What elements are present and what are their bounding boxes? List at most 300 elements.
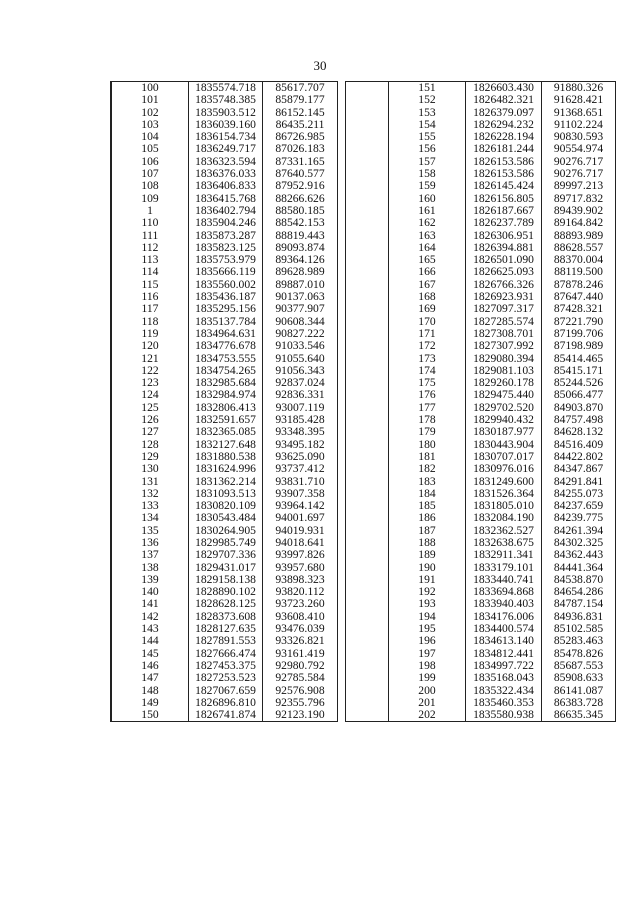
y-coordinate-cell: 93820.112	[263, 586, 338, 598]
y-coordinate-cell: 87878.246	[542, 279, 616, 291]
table-row	[111, 168, 338, 180]
point-number-cell: 101	[112, 94, 189, 106]
table-row	[346, 119, 616, 131]
page-number: 30	[313, 58, 327, 73]
y-coordinate-cell: 93964.142	[263, 500, 338, 512]
x-coordinate-cell: 1831624.996	[189, 463, 263, 475]
point-number-cell: 191	[389, 574, 466, 586]
point-number-cell: 178	[389, 414, 466, 426]
blank-cell	[346, 697, 389, 709]
blank-cell	[346, 168, 389, 180]
x-coordinate-cell: 1831362.214	[189, 476, 263, 488]
point-number-cell: 202	[389, 709, 466, 722]
x-coordinate-cell: 1835580.938	[466, 709, 542, 722]
y-coordinate-cell: 91056.343	[263, 365, 338, 377]
point-number-cell: 196	[389, 635, 466, 647]
table-row	[346, 598, 616, 610]
x-coordinate-cell: 1836039.160	[189, 119, 263, 131]
x-coordinate-cell: 1826156.805	[466, 193, 542, 205]
x-coordinate-cell: 1830264.905	[189, 525, 263, 537]
table-row	[346, 266, 616, 278]
x-coordinate-cell: 1826394.881	[466, 242, 542, 254]
point-number-cell: 125	[112, 402, 189, 414]
y-coordinate-cell: 92355.796	[263, 697, 338, 709]
y-coordinate-cell: 84237.659	[542, 500, 616, 512]
point-number-cell: 131	[112, 476, 189, 488]
table-row	[346, 94, 616, 106]
point-number-cell: 194	[389, 611, 466, 623]
y-coordinate-cell: 84538.870	[542, 574, 616, 586]
point-number-cell: 163	[389, 230, 466, 242]
point-number-cell: 142	[112, 611, 189, 623]
blank-cell	[346, 451, 389, 463]
table-row	[346, 193, 616, 205]
table-row	[346, 168, 616, 180]
point-number-cell: 111	[112, 230, 189, 242]
table-row	[346, 611, 616, 623]
point-number-cell: 120	[112, 340, 189, 352]
point-number-cell: 102	[112, 107, 189, 119]
x-coordinate-cell: 1830443.904	[466, 439, 542, 451]
y-coordinate-cell: 85478.826	[542, 648, 616, 660]
point-number-cell: 137	[112, 549, 189, 561]
point-number-cell: 148	[112, 685, 189, 697]
blank-cell	[346, 242, 389, 254]
blank-cell	[346, 635, 389, 647]
y-coordinate-cell: 84347.867	[542, 463, 616, 475]
x-coordinate-cell: 1836249.717	[189, 143, 263, 155]
point-number-cell: 146	[112, 660, 189, 672]
table-row	[111, 180, 338, 192]
table-row	[346, 291, 616, 303]
point-number-cell: 179	[389, 426, 466, 438]
blank-cell	[346, 303, 389, 315]
x-coordinate-cell: 1826228.194	[466, 131, 542, 143]
table-row	[346, 340, 616, 352]
x-coordinate-cell: 1833940.403	[466, 598, 542, 610]
x-coordinate-cell: 1830187.977	[466, 426, 542, 438]
point-number-cell: 195	[389, 623, 466, 635]
y-coordinate-cell: 89439.902	[542, 205, 616, 217]
table-row	[346, 463, 616, 475]
point-number-cell: 110	[112, 217, 189, 229]
table-row	[111, 537, 338, 549]
table-row	[111, 586, 338, 598]
blank-cell	[346, 205, 389, 217]
table-row	[346, 500, 616, 512]
table-row	[346, 562, 616, 574]
table-row	[346, 316, 616, 328]
y-coordinate-cell: 85687.553	[542, 660, 616, 672]
table-row	[346, 107, 616, 119]
table-row	[346, 549, 616, 561]
y-coordinate-cell: 90827.222	[263, 328, 338, 340]
table-row	[111, 562, 338, 574]
point-number-cell: 158	[389, 168, 466, 180]
y-coordinate-cell: 86726.985	[263, 131, 338, 143]
y-coordinate-cell: 84422.802	[542, 451, 616, 463]
x-coordinate-cell: 1835322.434	[466, 685, 542, 697]
y-coordinate-cell: 91368.651	[542, 107, 616, 119]
y-coordinate-cell: 86383.728	[542, 697, 616, 709]
x-coordinate-cell: 1835574.718	[189, 82, 263, 95]
point-number-cell: 143	[112, 623, 189, 635]
x-coordinate-cell: 1836376.033	[189, 168, 263, 180]
point-number-cell: 139	[112, 574, 189, 586]
table-row	[346, 586, 616, 598]
x-coordinate-cell: 1833179.101	[466, 562, 542, 574]
y-coordinate-cell: 85102.585	[542, 623, 616, 635]
table-row	[346, 537, 616, 549]
table-row	[111, 303, 338, 315]
blank-cell	[346, 426, 389, 438]
point-number-cell: 185	[389, 500, 466, 512]
y-coordinate-cell: 88893.989	[542, 230, 616, 242]
y-coordinate-cell: 84516.409	[542, 439, 616, 451]
y-coordinate-cell: 91628.421	[542, 94, 616, 106]
y-coordinate-cell: 87952.916	[263, 180, 338, 192]
table-row	[111, 672, 338, 684]
blank-cell	[346, 672, 389, 684]
point-number-cell: 118	[112, 316, 189, 328]
x-coordinate-cell: 1831093.513	[189, 488, 263, 500]
blank-cell	[346, 512, 389, 524]
point-number-cell: 181	[389, 451, 466, 463]
x-coordinate-cell: 1836406.833	[189, 180, 263, 192]
table-row	[111, 402, 338, 414]
y-coordinate-cell: 93898.323	[263, 574, 338, 586]
blank-cell	[346, 217, 389, 229]
point-number-cell: 155	[389, 131, 466, 143]
y-coordinate-cell: 85414.465	[542, 353, 616, 365]
point-number-cell: 100	[112, 82, 189, 95]
y-coordinate-cell: 85244.526	[542, 377, 616, 389]
x-coordinate-cell: 1826181.244	[466, 143, 542, 155]
point-number-cell: 140	[112, 586, 189, 598]
table-row	[111, 623, 338, 635]
blank-cell	[346, 365, 389, 377]
y-coordinate-cell: 87331.165	[263, 156, 338, 168]
x-coordinate-cell: 1835753.979	[189, 254, 263, 266]
y-coordinate-cell: 93723.260	[263, 598, 338, 610]
table-row	[111, 205, 338, 217]
point-number-cell: 171	[389, 328, 466, 340]
y-coordinate-cell: 92785.584	[263, 672, 338, 684]
blank-cell	[346, 598, 389, 610]
table-row	[111, 697, 338, 709]
table-row	[111, 143, 338, 155]
point-number-cell: 173	[389, 353, 466, 365]
table-row	[111, 365, 338, 377]
table-row	[111, 82, 338, 95]
x-coordinate-cell: 1826187.667	[466, 205, 542, 217]
y-coordinate-cell: 84628.132	[542, 426, 616, 438]
table-row	[346, 82, 616, 95]
x-coordinate-cell: 1835873.287	[189, 230, 263, 242]
y-coordinate-cell: 84261.394	[542, 525, 616, 537]
point-number-cell: 145	[112, 648, 189, 660]
x-coordinate-cell: 1829260.178	[466, 377, 542, 389]
x-coordinate-cell: 1826379.097	[466, 107, 542, 119]
table-row	[346, 648, 616, 660]
table-row	[111, 107, 338, 119]
blank-cell	[346, 230, 389, 242]
y-coordinate-cell: 85283.463	[542, 635, 616, 647]
table-row	[346, 230, 616, 242]
y-coordinate-cell: 87221.790	[542, 316, 616, 328]
x-coordinate-cell: 1829475.440	[466, 389, 542, 401]
table-row	[346, 512, 616, 524]
point-number-cell: 164	[389, 242, 466, 254]
point-number-cell: 103	[112, 119, 189, 131]
x-coordinate-cell: 1831526.364	[466, 488, 542, 500]
x-coordinate-cell: 1829707.336	[189, 549, 263, 561]
point-number-cell: 153	[389, 107, 466, 119]
point-number-cell: 162	[389, 217, 466, 229]
point-number-cell: 135	[112, 525, 189, 537]
y-coordinate-cell: 87199.706	[542, 328, 616, 340]
point-number-cell: 1	[112, 205, 189, 217]
y-coordinate-cell: 90830.593	[542, 131, 616, 143]
table-row	[346, 685, 616, 697]
table-row	[346, 303, 616, 315]
x-coordinate-cell: 1829081.103	[466, 365, 542, 377]
point-number-cell: 141	[112, 598, 189, 610]
table-row	[111, 611, 338, 623]
table-row	[346, 402, 616, 414]
table-row	[111, 389, 338, 401]
point-number-cell: 172	[389, 340, 466, 352]
point-number-cell: 165	[389, 254, 466, 266]
table-row	[111, 463, 338, 475]
point-number-cell: 152	[389, 94, 466, 106]
table-row	[346, 328, 616, 340]
blank-cell	[346, 291, 389, 303]
y-coordinate-cell: 90554.974	[542, 143, 616, 155]
table-row	[111, 635, 338, 647]
table-row	[346, 143, 616, 155]
y-coordinate-cell: 93625.090	[263, 451, 338, 463]
point-number-cell: 136	[112, 537, 189, 549]
point-number-cell: 133	[112, 500, 189, 512]
x-coordinate-cell: 1832365.085	[189, 426, 263, 438]
point-number-cell: 193	[389, 598, 466, 610]
blank-cell	[346, 316, 389, 328]
blank-cell	[346, 254, 389, 266]
y-coordinate-cell: 91880.326	[542, 82, 616, 95]
x-coordinate-cell: 1835748.385	[189, 94, 263, 106]
point-number-cell: 186	[389, 512, 466, 524]
blank-cell	[346, 586, 389, 598]
point-number-cell: 167	[389, 279, 466, 291]
table-row	[111, 328, 338, 340]
point-number-cell: 169	[389, 303, 466, 315]
y-coordinate-cell: 93348.395	[263, 426, 338, 438]
blank-cell	[346, 377, 389, 389]
x-coordinate-cell: 1829158.138	[189, 574, 263, 586]
point-number-cell: 113	[112, 254, 189, 266]
y-coordinate-cell: 93326.821	[263, 635, 338, 647]
x-coordinate-cell: 1835460.353	[466, 697, 542, 709]
x-coordinate-cell: 1827891.553	[189, 635, 263, 647]
point-number-cell: 184	[389, 488, 466, 500]
blank-cell	[346, 389, 389, 401]
point-number-cell: 117	[112, 303, 189, 315]
point-number-cell: 189	[389, 549, 466, 561]
table-row	[346, 426, 616, 438]
point-number-cell: 183	[389, 476, 466, 488]
point-number-cell: 168	[389, 291, 466, 303]
blank-cell	[346, 611, 389, 623]
point-number-cell: 112	[112, 242, 189, 254]
x-coordinate-cell: 1827253.523	[189, 672, 263, 684]
point-number-cell: 122	[112, 365, 189, 377]
y-coordinate-cell: 84787.154	[542, 598, 616, 610]
y-coordinate-cell: 94001.697	[263, 512, 338, 524]
y-coordinate-cell: 87640.577	[263, 168, 338, 180]
table-row	[346, 697, 616, 709]
y-coordinate-cell: 89364.126	[263, 254, 338, 266]
x-coordinate-cell: 1829985.749	[189, 537, 263, 549]
y-coordinate-cell: 86435.211	[263, 119, 338, 131]
table-row	[346, 242, 616, 254]
x-coordinate-cell: 1836415.768	[189, 193, 263, 205]
point-number-cell: 114	[112, 266, 189, 278]
point-number-cell: 126	[112, 414, 189, 426]
y-coordinate-cell: 86152.145	[263, 107, 338, 119]
x-coordinate-cell: 1835823.125	[189, 242, 263, 254]
table-row	[111, 340, 338, 352]
table-row	[346, 525, 616, 537]
y-coordinate-cell: 89717.832	[542, 193, 616, 205]
table-row	[111, 525, 338, 537]
point-number-cell: 116	[112, 291, 189, 303]
x-coordinate-cell: 1835666.119	[189, 266, 263, 278]
point-number-cell: 157	[389, 156, 466, 168]
table-row	[111, 217, 338, 229]
x-coordinate-cell: 1827307.992	[466, 340, 542, 352]
y-coordinate-cell: 94019.931	[263, 525, 338, 537]
point-number-cell: 109	[112, 193, 189, 205]
y-coordinate-cell: 90276.717	[542, 156, 616, 168]
x-coordinate-cell: 1835168.043	[466, 672, 542, 684]
y-coordinate-cell: 88119.500	[542, 266, 616, 278]
blank-cell	[346, 463, 389, 475]
x-coordinate-cell: 1831805.010	[466, 500, 542, 512]
y-coordinate-cell: 85617.707	[263, 82, 338, 95]
x-coordinate-cell: 1828127.635	[189, 623, 263, 635]
table-row	[111, 549, 338, 561]
x-coordinate-cell: 1826237.789	[466, 217, 542, 229]
x-coordinate-cell: 1828373.608	[189, 611, 263, 623]
y-coordinate-cell: 84936.831	[542, 611, 616, 623]
x-coordinate-cell: 1829080.394	[466, 353, 542, 365]
point-number-cell: 159	[389, 180, 466, 192]
table-row	[346, 205, 616, 217]
point-number-cell: 199	[389, 672, 466, 684]
y-coordinate-cell: 86635.345	[542, 709, 616, 722]
y-coordinate-cell: 87647.440	[542, 291, 616, 303]
point-number-cell: 115	[112, 279, 189, 291]
blank-cell	[346, 500, 389, 512]
table-row	[346, 574, 616, 586]
x-coordinate-cell: 1827097.317	[466, 303, 542, 315]
blank-cell	[346, 574, 389, 586]
table-row	[346, 353, 616, 365]
table-row	[346, 623, 616, 635]
blank-cell	[346, 131, 389, 143]
blank-cell	[346, 156, 389, 168]
y-coordinate-cell: 93185.428	[263, 414, 338, 426]
table-row	[346, 377, 616, 389]
x-coordinate-cell: 1835904.246	[189, 217, 263, 229]
table-row	[111, 279, 338, 291]
y-coordinate-cell: 93476.039	[263, 623, 338, 635]
x-coordinate-cell: 1827666.474	[189, 648, 263, 660]
table-row	[111, 131, 338, 143]
point-number-cell: 166	[389, 266, 466, 278]
point-number-cell: 187	[389, 525, 466, 537]
blank-cell	[346, 549, 389, 561]
table-row	[111, 242, 338, 254]
x-coordinate-cell: 1826603.430	[466, 82, 542, 95]
x-coordinate-cell: 1835295.156	[189, 303, 263, 315]
table-row	[346, 180, 616, 192]
table-row	[346, 131, 616, 143]
y-coordinate-cell: 92836.331	[263, 389, 338, 401]
coordinates-table-right	[345, 81, 616, 722]
y-coordinate-cell: 91055.640	[263, 353, 338, 365]
y-coordinate-cell: 91102.224	[542, 119, 616, 131]
point-number-cell: 180	[389, 439, 466, 451]
x-coordinate-cell: 1834400.574	[466, 623, 542, 635]
y-coordinate-cell: 93831.710	[263, 476, 338, 488]
point-number-cell: 106	[112, 156, 189, 168]
blank-cell	[346, 439, 389, 451]
y-coordinate-cell: 93495.182	[263, 439, 338, 451]
point-number-cell: 119	[112, 328, 189, 340]
point-number-cell: 177	[389, 402, 466, 414]
y-coordinate-cell: 84757.498	[542, 414, 616, 426]
table-row	[346, 217, 616, 229]
point-number-cell: 201	[389, 697, 466, 709]
y-coordinate-cell: 88542.153	[263, 217, 338, 229]
x-coordinate-cell: 1832638.675	[466, 537, 542, 549]
table-row	[111, 574, 338, 586]
y-coordinate-cell: 84302.325	[542, 537, 616, 549]
x-coordinate-cell: 1834754.265	[189, 365, 263, 377]
y-coordinate-cell: 92980.792	[263, 660, 338, 672]
y-coordinate-cell: 93007.119	[263, 402, 338, 414]
y-coordinate-cell: 84441.364	[542, 562, 616, 574]
x-coordinate-cell: 1830976.016	[466, 463, 542, 475]
x-coordinate-cell: 1834753.555	[189, 353, 263, 365]
y-coordinate-cell: 87026.183	[263, 143, 338, 155]
point-number-cell: 107	[112, 168, 189, 180]
x-coordinate-cell: 1834613.140	[466, 635, 542, 647]
y-coordinate-cell: 84903.870	[542, 402, 616, 414]
blank-cell	[346, 107, 389, 119]
x-coordinate-cell: 1830820.109	[189, 500, 263, 512]
x-coordinate-cell: 1833440.741	[466, 574, 542, 586]
table-row	[346, 365, 616, 377]
x-coordinate-cell: 1830543.484	[189, 512, 263, 524]
y-coordinate-cell: 91033.546	[263, 340, 338, 352]
blank-cell	[346, 660, 389, 672]
y-coordinate-cell: 89093.874	[263, 242, 338, 254]
x-coordinate-cell: 1829431.017	[189, 562, 263, 574]
x-coordinate-cell: 1826153.586	[466, 156, 542, 168]
